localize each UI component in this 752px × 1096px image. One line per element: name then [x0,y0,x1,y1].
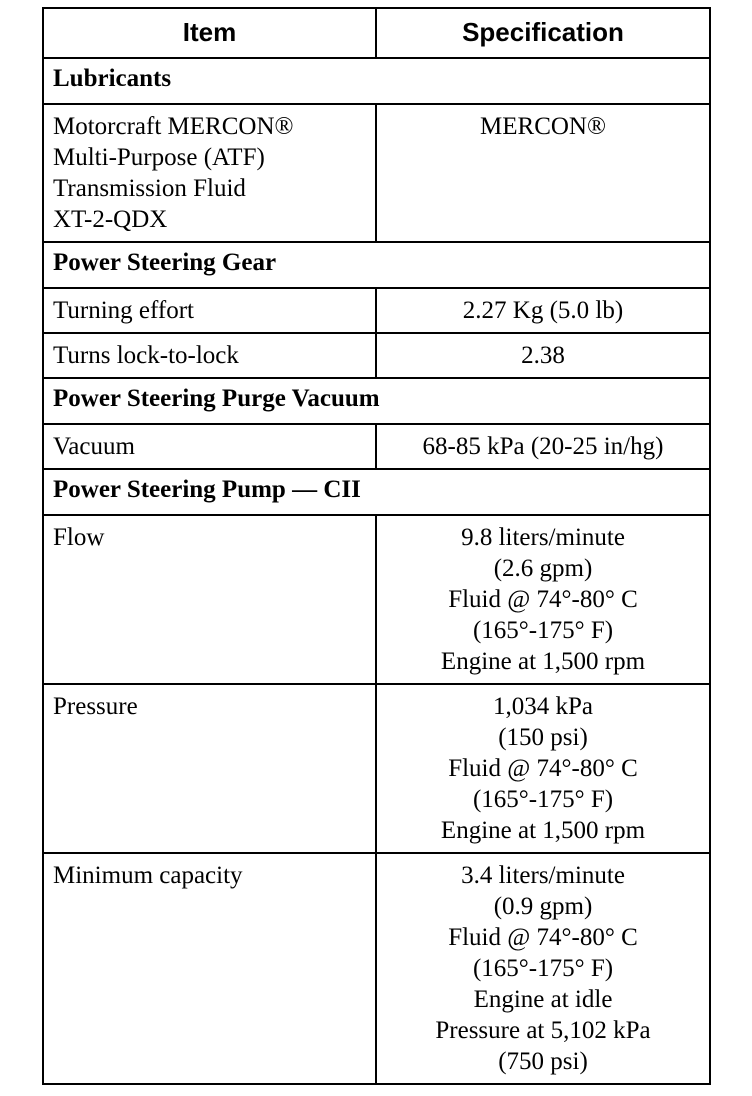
spec-line: 9.8 liters/minute [461,524,625,551]
item-line: Multi-Purpose (ATF) [53,144,265,171]
table-row [43,424,710,469]
section-pump-cii: Power Steering Pump — CII [43,469,710,515]
table-row [43,853,710,1084]
spec-cell [376,515,710,684]
section-lubricants: Lubricants [43,58,710,104]
section-purge-vacuum: Power Steering Purge Vacuum [43,378,710,424]
spec-line: (165°-175° F) [472,617,614,644]
spec-line: 2.27 Kg (5.0 lb) [462,297,624,324]
header-item: Item [43,8,376,58]
item-line: Turns lock-to-lock [53,342,239,369]
table-row [43,333,710,378]
spec-line: 3.4 liters/minute [461,862,625,889]
section-row [43,58,710,104]
section-row [43,242,710,288]
table-row [43,104,710,242]
specification-table [42,7,711,1085]
header-row [43,8,710,58]
item-cell [43,515,376,684]
item-cell [43,853,376,1084]
section-power-steering-gear: Power Steering Gear [43,242,710,288]
spec-cell [376,684,710,853]
spec-line: (750 psi) [498,1048,588,1075]
section-row [43,378,710,424]
item-line: Transmission Fluid [53,175,246,202]
spec-cell [376,424,710,469]
table-row [43,288,710,333]
spec-line: Engine at 1,500 rpm [440,648,646,675]
spec-cell [376,333,710,378]
spec-cell [376,288,710,333]
spec-line: 2.38 [521,342,565,369]
header-specification: Specification [376,8,710,58]
spec-line: Engine at 1,500 rpm [440,817,646,844]
item-line: Pressure [53,693,138,720]
item-line: Motorcraft MERCON® [53,113,294,140]
spec-line: 68-85 kPa (20-25 in/hg) [422,433,664,460]
spec-cell [376,853,710,1084]
item-cell [43,424,376,469]
table-row [43,515,710,684]
spec-line: 1,034 kPa [493,693,593,720]
spec-line: (0.9 gpm) [493,893,593,920]
item-cell [43,288,376,333]
table-row [43,684,710,853]
spec-line: (2.6 gpm) [493,555,593,582]
spec-line: Fluid @ 74°-80° C [448,755,638,782]
item-line: Turning effort [53,297,194,324]
spec-line: MERCON® [480,113,606,140]
spec-line: Pressure at 5,102 kPa [435,1017,651,1044]
item-line: XT-2-QDX [53,206,168,233]
item-cell [43,333,376,378]
spec-line: (150 psi) [498,724,588,751]
item-cell [43,684,376,853]
section-row [43,469,710,515]
item-cell [43,104,376,242]
spec-cell [376,104,710,242]
spec-line: Fluid @ 74°-80° C [448,586,638,613]
item-line: Flow [53,524,105,551]
item-line: Vacuum [53,433,135,460]
spec-line: Fluid @ 74°-80° C [448,924,638,951]
item-line: Minimum capacity [53,862,243,889]
spec-line: (165°-175° F) [472,955,614,982]
spec-line: (165°-175° F) [472,786,614,813]
spec-line: Engine at idle [473,986,613,1013]
